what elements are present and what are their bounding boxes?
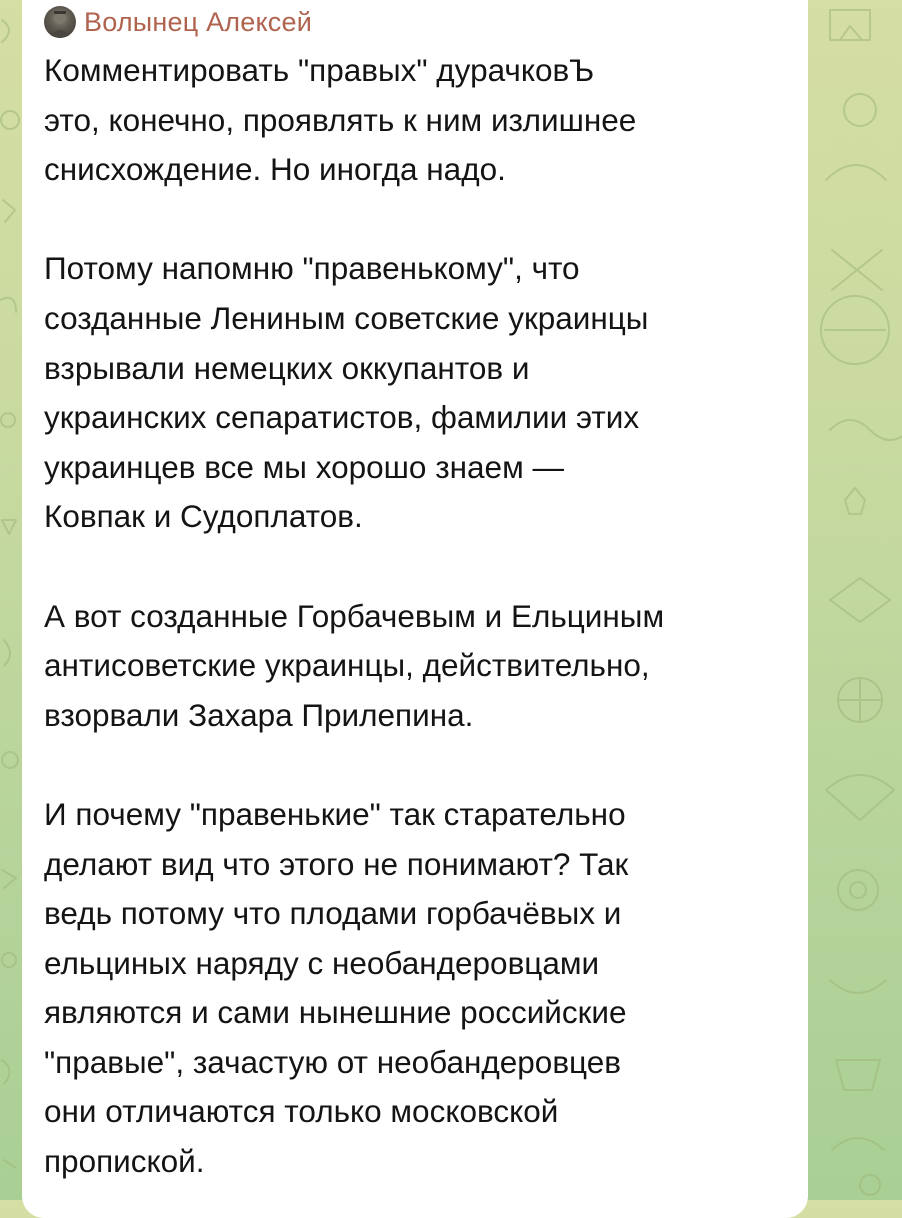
message-line: И почему "правенькие" так старательно: [44, 795, 626, 832]
message-line: делают вид что этого не понимают? Так: [44, 845, 629, 882]
message-line: являются и сами нынешние российские: [44, 994, 627, 1031]
sender-name[interactable]: Волынец Алексей: [84, 6, 312, 37]
message-line: А вот созданные Горбачевым и Ельциным: [44, 597, 665, 634]
message-line: взрывали немецких оккупантов и: [44, 349, 530, 386]
message-line: Потому напомню "правенькому", что: [44, 250, 580, 287]
message-line: Комментировать "правых" дурачковЪ: [44, 52, 595, 88]
message-line: пропиской.: [44, 1143, 205, 1180]
message-line: ельциных наряду с необандеровцами: [44, 944, 600, 981]
avatar-portrait-icon: [44, 6, 76, 38]
message-line: "правые", зачастую от необандеровцев: [44, 1043, 621, 1080]
message-line: Ковпак и Судоплатов.: [44, 498, 363, 535]
message-paragraph: [44, 790, 794, 1187]
message-sender[interactable]: [44, 5, 312, 39]
message-line: созданные Лениным советские украинцы: [44, 299, 649, 336]
message-line: антисоветские украинцы, действительно,: [44, 647, 650, 684]
message-line: снисхождение. Но иногда надо.: [44, 151, 506, 188]
message-paragraph: [44, 592, 794, 741]
message-line: они отличаются только московской: [44, 1093, 559, 1130]
message-paragraph: [44, 46, 794, 195]
message-paragraph: [44, 244, 794, 542]
message-line: украинских сепаратистов, фамилии этих: [44, 399, 640, 436]
message-line: это, конечно, проявлять к ним излишнее: [44, 101, 637, 138]
message-line: взорвали Захара Прилепина.: [44, 696, 474, 733]
message-line: ведь потому что плодами горбачёвых и: [44, 895, 622, 932]
sender-avatar[interactable]: [44, 6, 76, 38]
message-text: [44, 46, 794, 1187]
message-line: украинцев все мы хорошо знаем —: [44, 448, 564, 485]
